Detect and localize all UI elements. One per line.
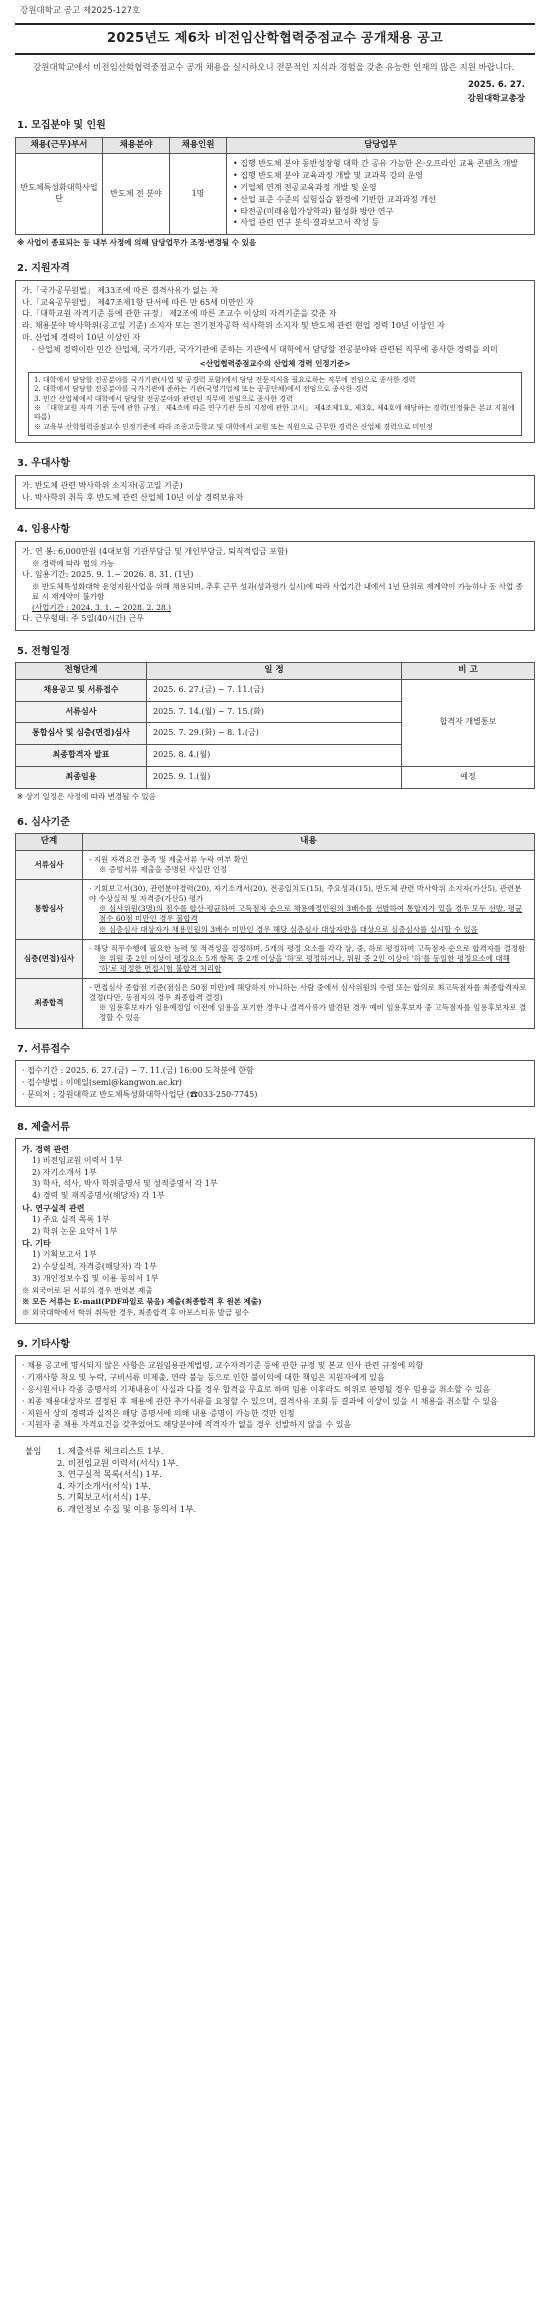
section-3-title: 3. 우대사항: [17, 458, 70, 470]
attachments-label: 붙임: [25, 1447, 42, 1458]
section-9-title: 9. 기타사항: [17, 1338, 70, 1350]
work-type-line: 다. 근무형태: 주 5일(40시간) 근무: [22, 614, 144, 624]
section-5-title: 5. 전형일정: [17, 645, 70, 657]
section-2-title: 2. 지원자격: [17, 263, 70, 275]
recruitment-table: [15, 137, 535, 235]
attachment-item: 4. 자기소개서(서식) 1부.: [57, 1481, 151, 1492]
count-cell: 1명: [170, 154, 227, 235]
submission-period: · 접수기간 : 2025. 6. 27.(금) ~ 7. 11.(금) 16:00 도착분에 한함: [22, 1066, 254, 1076]
document-item: 3) 개인정보수집 및 이용 동의서 1부: [32, 1273, 159, 1283]
table-row: 최종임용 2025. 9. 1.(월) 예정: [16, 766, 535, 788]
attachment-item: 1. 제출서류 체크리스트 1부.: [57, 1447, 164, 1458]
criteria-item: ※ 「대학교원 자격 기준 등에 관한 규정」 제4조에 따른 연구기관 등의 지정에 관한 고시」 제4조제1호, 제3호, 제4호에 해당하는 경력(인정률은 본교 지침에 따름): [34, 404, 515, 422]
table-row: 최종합격자 발표 2025. 8. 4.(월): [16, 745, 535, 767]
attachment-item: 3. 연구실적 목록(서식) 1부.: [57, 1470, 162, 1481]
notice-number: 강원대학교 공고 제2025-127호: [20, 6, 141, 16]
other-item: · 응시원서나 각종 증명서의 기재내용이 사실과 다를 경우 합격을 무효로 하며 임용 이후라도 허위로 판명될 경우 임용을 취소할 수 있음: [22, 1385, 491, 1395]
qualification-item: 가.「국가공무원법」 제33조에 따른 결격사유가 없는 자: [22, 285, 218, 295]
qualification-item: 마. 산업체 경력이 10년 이상인 자: [22, 332, 141, 342]
document-item: 2) 자기소개서 1부: [32, 1167, 97, 1177]
col-count: 채용인원: [170, 137, 227, 153]
document-item: 2) 수상실적, 자격증(해당자) 각 1부: [32, 1261, 157, 1271]
duty-item: • 산업 표준 수준의 실험실습 환경에 기반한 교과과정 개선: [233, 194, 436, 204]
document-item: ※ 외국어로 된 서류의 경우 번역본 제출: [22, 1285, 153, 1295]
other-item: · 채용 공고에 명시되지 않은 사항은 교원임용관계법령, 교수자격기준 등에 관한 규정 및 본교 인사 관련 규정에 의함: [22, 1361, 424, 1371]
field-cell: 반도체 전 분야: [103, 154, 170, 235]
preference-item: 나. 박사학위 취득 후 반도체 관련 산업체 10년 이상 경력보유자: [22, 492, 244, 502]
dept-cell: 반도체특성화대학사업단: [16, 154, 103, 235]
section-6-title: 6. 심사기준: [17, 816, 70, 828]
notice-signature: 강원대학교총장: [467, 93, 525, 104]
section-1-title: 1. 모집분야 및 인원: [17, 120, 106, 132]
salary-note: ※ 경력에 따라 협의 가능: [32, 558, 115, 568]
document-item: 나. 연구실적 관련: [22, 1202, 85, 1213]
col-stage: 단계: [16, 834, 83, 850]
qualification-box: [15, 280, 535, 444]
attachment-item: 6. 개인정보 수집 및 이용 동의서 1부.: [57, 1504, 197, 1515]
duty-item: • 집행 반도체 분야 동반성장형 대학 간 공유 가능한 온·오프라인 교육 콘텐츠 개발: [233, 159, 519, 169]
other-item: · 기재사항 착오 및 누락, 구비서류 미제출, 연락 불능 등으로 인한 불이익에 대한 책임은 지원자에게 있음: [22, 1373, 385, 1383]
document-item: 다. 기타: [22, 1238, 51, 1249]
document-item: 2) 학위 논문 요약서 1부: [32, 1226, 118, 1236]
document-item: ※ 외국대학에서 학위 취득한 경우, 최종합격 후 아포스티유 발급 필수: [22, 1307, 249, 1317]
duties-cell: [227, 154, 535, 235]
document-item: 1) 주요 실적 목록 1부: [32, 1214, 110, 1224]
attachment-item: 2. 비전임교원 이력서(서식) 1부.: [57, 1458, 179, 1469]
col-field: 채용분야: [103, 137, 170, 153]
attachment-item: 5. 기획보고서(서식) 1부.: [57, 1493, 151, 1504]
preference-item: 가. 반도체 관련 박사학위 소지자(공고일 기준): [22, 480, 183, 490]
preference-box: [15, 475, 535, 510]
term-note: ※ 반도체특성화대학 운영지원사업을 위해 채용되며, 추후 근무 성과(성과평가 실시)에 따라 사업기간 내에서 1년 단위로 재계약이 가능하나 동 사업 종료 시 재계약이 불가함: [32, 581, 523, 601]
submission-method[interactable]: · 접수방법 : 이메일(semi@kangwon.ac.kr): [22, 1077, 182, 1087]
section-8-title: 8. 제출서류: [17, 1121, 70, 1133]
table-row: 통합심사 및 심층(면접)심사 2025. 7. 29.(화) ~ 8. 1.(금): [16, 723, 535, 745]
other-item: · 지원서 상의 경력과 실적은 해당 증명서에 의해 내용 증명이 가능한 것만 인정: [22, 1408, 295, 1418]
table-row: 서류심사 2025. 7. 14.(월) ~ 7. 15.(화): [16, 701, 535, 723]
criteria-item: 1. 대학에서 담당할 전공분야를 국가기관(사업 및 공경력 포함)에서 담당 전문지식을 필요로하는 직무에 전임으로 종사한 경력: [34, 375, 416, 384]
section-4-title: 4. 임용사항: [17, 524, 70, 536]
document-item: ※ 모든 서류는 E-mail(PDF파일로 묶음) 제출(최종합격 후 원본 제출): [22, 1296, 262, 1306]
notice-document: [15, 0, 535, 1516]
notice-title: 2025년도 제6차 비전임산학협력중점교수 공개채용 공고: [15, 23, 535, 55]
col-content: 내용: [83, 834, 535, 850]
qualification-item: 다.「대학교원 자격기준 등에 관한 규정」 제2조에 따른 조교수 이상의 자격기준을 갖춘 자: [22, 309, 337, 319]
notice-date: 2025. 6. 27.: [467, 80, 525, 91]
salary-line: 가. 연 봉: 6,000만원 (4대보험 기관부담금 및 개인부담금, 퇴직적립금 포함): [22, 546, 288, 556]
career-criteria-title: <산업협력중점교수의 산업체 경력 인정기준>: [199, 358, 351, 368]
col-duties: 담당업무: [227, 137, 535, 153]
section-5-note: ※ 상기 일정은 사정에 따라 변경될 수 있음: [17, 791, 156, 801]
document-item: 4) 경력 및 재직증명서(해당자) 각 1부: [32, 1191, 165, 1201]
table-row: 최종합격 · 면접심사 종합점 기준(점심은 50점 미만)에 해당하지 아니하는 사람 중에서 심사위원의 수렴 또는 합의로 최고득점자를 최종합격자로 결정(다만, 동점자의 경우 최종합격 결정) ※ 임용후보자가 임용예정일 이전에 임용을 포기한 경우나 결격사유가 발견된 경우 예비 임용후보자 중 고득점자를 임용후보자로 결정할 수 있음: [16, 979, 535, 1029]
intro-text: 강원대학교에서 비전임산학협력중점교수 공개 채용을 실시하오니 전문적인 지식과 경험을 갖춘 유능한 인재의 많은 지원 바랍니다.: [33, 63, 515, 74]
section-1-note: ※ 사업이 종료되는 등 내부 사정에 의해 담당업무가 조정·변경될 수 있음: [17, 238, 257, 248]
term-line: 나. 임용기간: 2025. 9. 1.~ 2026. 8. 31. (1년): [22, 569, 194, 579]
document-item: 1) 비전임교원 이력서 1부: [32, 1155, 123, 1165]
other-item: · 최종 채용대상자로 결정된 후 채용에 관한 추가서류를 요청할 수 있으며, 결격사유 조회 등 결과에 이상이 있을 시 채용을 취소할 수 있음: [22, 1396, 498, 1406]
submission-box: [15, 1060, 535, 1106]
document-item: 가. 경력 관련: [22, 1144, 69, 1154]
appointment-box: [15, 541, 535, 631]
schedule-note-merged: 합격자 개별통보: [402, 679, 535, 766]
other-item: · 지원자 중 채용 자격요건을 갖추었어도 해당분야에 적격자가 없을 경우 선발하지 않을 수 있음: [22, 1420, 352, 1430]
documents-box: [15, 1138, 535, 1324]
document-item: 3) 학사, 석사, 박사 학위증명서 및 성적증명서 각 1부: [32, 1179, 218, 1189]
col-stage: 전형단계: [16, 663, 147, 679]
duty-item: • 사업 관련 연구 분석·결과보고서 작성 등: [233, 218, 380, 228]
term-period: (사업기간 : 2024. 3. 1. ~ 2028. 2. 28.): [32, 602, 172, 612]
duty-item: • 집행 반도체 분야 교육과정 개발 및 교과목 강의 운영: [233, 171, 423, 181]
qualification-item: 나.「교육공무원법」 제47조제1항 단서에 따른 만 65세 미만인 자: [22, 297, 254, 307]
qualification-subitem: - 산업체 경력이란 민간 산업체, 국가기관, 국가기관에 준하는 기관에서 대학에서 담당할 전공분야와 관련된 직무에 종사한 경력을 의미: [32, 344, 498, 354]
col-note: 비 고: [402, 663, 535, 679]
table-row: 채용공고 및 서류접수 2025. 6. 27.(금) ~ 7. 11.(금) 합격자 개별통보: [16, 679, 535, 701]
criteria-item: ※ 교육부 산학협력중점교수 인정기준에 따라 조종고등학교 및 대학에서 교원 또는 직원으로 근무한 경력은 산업체 경력으로 미인정: [34, 422, 433, 431]
table-row: 서류심사 · 지원 자격요건 충족 및 제출서류 누락 여부 확인 ※ 증빙서류 제출을 증명된 사실만 인정: [16, 850, 535, 879]
intro-paragraph: [15, 55, 535, 74]
duty-item: • 기업체 연계 전공교육과정 개발 및 운영: [233, 182, 377, 192]
career-criteria-box: [28, 372, 522, 437]
attachments: [15, 1437, 535, 1516]
section-7-title: 7. 서류접수: [17, 1043, 70, 1055]
col-dept: 채용(근무)부서: [16, 137, 103, 153]
qualification-item: 라. 채용분야 박사학위(공고일 기준) 소지자 또는 전기전자공학 석사학위 소지자 및 반도체 관련 현업 경력 10년 이상인 자: [22, 321, 445, 331]
criteria-item: 2. 대학에서 담당할 전공분야를 국가기관에 준하는 기관(국영기업체 또는 공공단체)에서 전임으로 종사한 경력: [34, 385, 369, 394]
contact-info: · 문의처 : 강원대학교 반도체특성화대학사업단 (☎033-250-7745): [22, 1089, 258, 1099]
duty-item: • 타전공(미래융합가상학과) 활성화 방안 연구: [233, 206, 394, 216]
table-row: 심층(면접)심사 · 해당 직무수행에 필요한 능력 및 적격성을 검정하며, 5개의 평정 요소를 각각 상, 중, 하로 평정하여 고득점자 순으로 합격자를 결정함 ※ 위원 중 2인 이상이 평정요소 5개 항목 중 2개 이상을 '하'로 평정하거나, 위원 중 2인 이상이 '하'를 동일한 평정요소에 대해 '하'로 평정한 면접시험 불합격 처리함: [16, 939, 535, 978]
document-item: 1) 기획보고서 1부: [32, 1250, 97, 1260]
criteria-table: [15, 833, 535, 1028]
table-row: 통합심사 · 기회보고서(30), 관련분야경력(20), 자기소개서(20), 전공일치도(15), 주요성과(15), 반도체 관련 박사학위 소지자(가산5), 관련분야 수상실적 및 자격증(가산5) 평가 ※ 심사위원(3명)의 점수를 합산·평균하여 고득점자 순으로 채용예정인원의 3배수를 선발하여 통합자가 있을 경우 모두 선발, 평균점수 60점 미만인 경우 불합격 ※ 심층심사 대상자가 채용인원의 3배수 미만인 경우 해당 심층심사 대상자만을 대상으로 심층심사를 실시할 수 있음: [16, 880, 535, 940]
criteria-item: 3. 민간 산업체에서 대학에서 담당할 전공분야와 관련된 직무에 전임으로 종사한 경력: [34, 394, 293, 403]
schedule-table: [15, 662, 535, 788]
other-matters-box: [15, 1355, 535, 1437]
attachments-list: [57, 1447, 196, 1516]
col-date: 일 정: [147, 663, 402, 679]
